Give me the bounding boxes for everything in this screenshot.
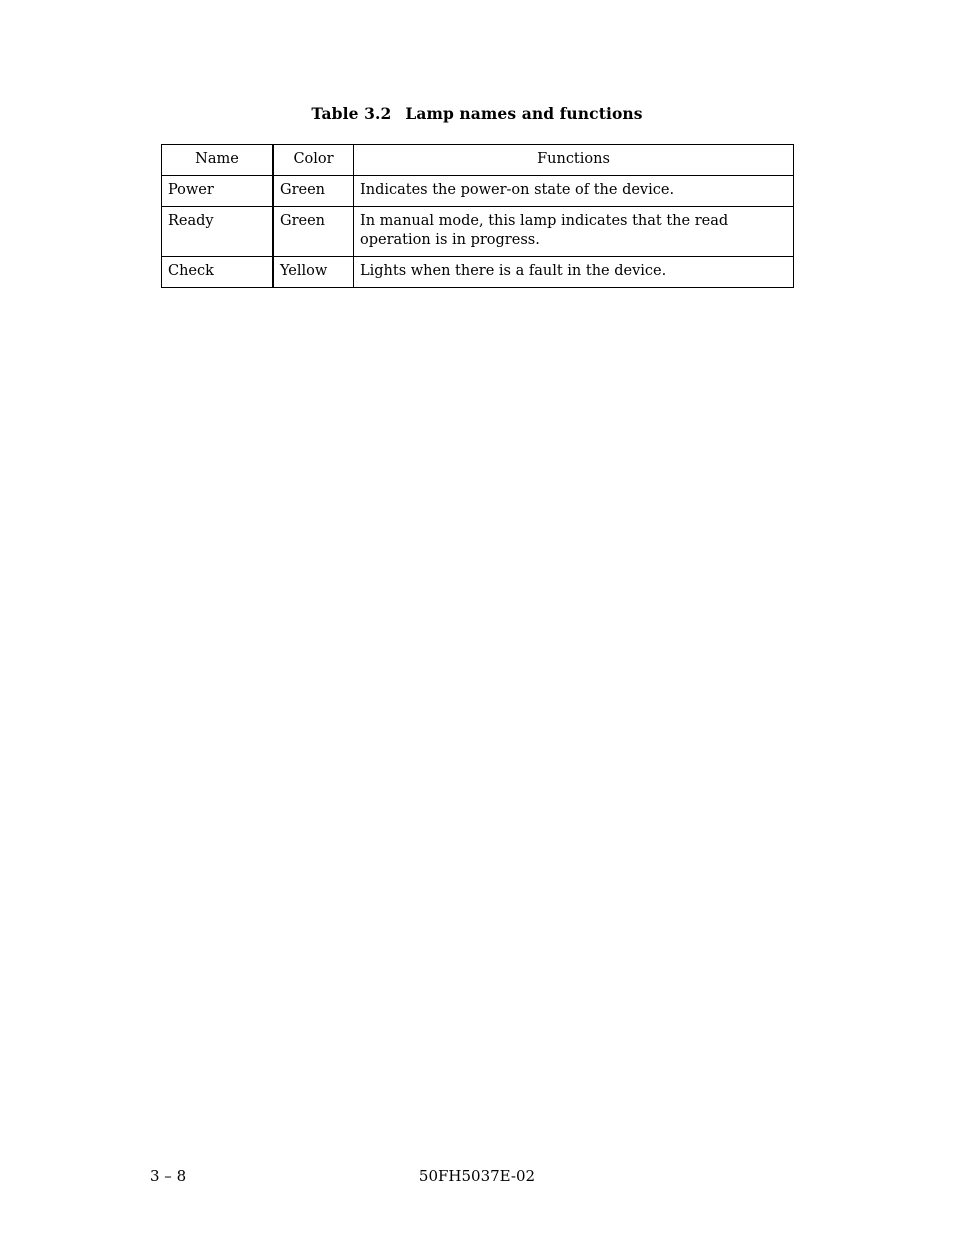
table-title: Lamp names and functions [405,104,643,123]
table-row [162,207,794,257]
page-number: 3 – 8 [150,1167,187,1185]
table-header-row [162,145,794,176]
cell-name: Power [162,176,274,207]
cell-function: Lights when there is a fault in the device. [354,257,794,288]
cell-function: Indicates the power-on state of the device. [354,176,794,207]
table-caption [0,104,954,123]
header-functions: Functions [354,145,794,176]
header-color: Color [273,145,354,176]
lamp-table [161,144,794,288]
header-name: Name [162,145,274,176]
table-row [162,176,794,207]
cell-color: Green [273,207,354,257]
cell-name: Ready [162,207,274,257]
cell-color: Yellow [273,257,354,288]
document-id: 50FH5037E-02 [418,1167,536,1185]
cell-function: In manual mode, this lamp indicates that the read operation is in progress. [354,207,794,257]
cell-name: Check [162,257,274,288]
table-row [162,257,794,288]
cell-color: Green [273,176,354,207]
table-number: Table 3.2 [311,104,392,123]
